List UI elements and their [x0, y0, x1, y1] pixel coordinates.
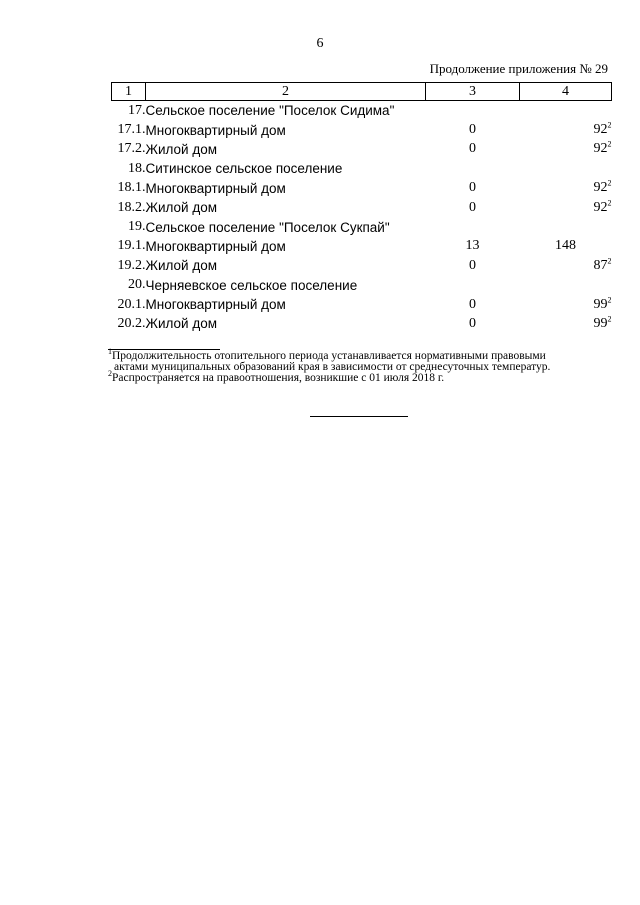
row-name: Ситинское сельское поселение: [145, 161, 343, 177]
row-value-col4-number: 99: [593, 315, 608, 331]
footnote-reference: 2: [607, 314, 612, 324]
row-name: Многоквартирный дом: [145, 180, 286, 196]
row-number: 19.1.: [117, 238, 146, 254]
row-value-col4: [520, 140, 612, 159]
row-number: 20.: [128, 277, 146, 293]
table-row: [112, 314, 612, 333]
row-value-col3: [426, 276, 520, 295]
footnote-reference: 2: [607, 178, 612, 188]
table-header-row: [112, 83, 612, 101]
row-value-col4: [520, 217, 612, 236]
table-body: [112, 101, 612, 334]
appendix-continuation-label: Продолжение приложения № 29: [429, 61, 608, 76]
table-row: [112, 237, 612, 256]
column-header: 1: [112, 83, 146, 101]
row-number: 20.1.: [117, 296, 146, 312]
end-of-document-rule: [310, 416, 408, 417]
table-row: [112, 256, 612, 275]
row-value-col4-number: 92: [593, 122, 608, 138]
row-value-col4: [520, 276, 612, 295]
row-number: 17.1.: [117, 122, 146, 138]
footnote-2-text: Распространяется на правоотношения, возникшие с 01 июля 2018 г.: [112, 372, 445, 384]
row-number: 18.1.: [117, 180, 146, 196]
row-number: 17.2.: [117, 141, 146, 157]
footnote-2-mark: 2: [108, 369, 112, 379]
table-row: [112, 198, 612, 217]
row-value-col4-number: 92: [593, 141, 608, 157]
row-value-col4: [520, 120, 612, 139]
row-value-col3: 0: [469, 296, 476, 312]
row-name: Многоквартирный дом: [145, 297, 286, 313]
row-value-col3: [426, 217, 520, 236]
footnote-reference: 2: [607, 139, 612, 149]
table-row: [112, 217, 612, 236]
row-value-col4: [520, 314, 612, 333]
footnotes: [108, 347, 610, 384]
footnote-reference: 2: [607, 294, 612, 304]
row-number: 18.: [128, 160, 146, 176]
row-value-col4-number: 87: [593, 257, 608, 273]
row-name: Многоквартирный дом: [145, 238, 286, 254]
row-number: 17.: [128, 102, 146, 118]
column-header: 2: [146, 83, 426, 101]
footnote-1-mark: 1: [108, 347, 112, 357]
row-value-col4-number: 148: [555, 238, 576, 254]
footnote-reference: 2: [607, 256, 612, 266]
row-value-col3: [426, 159, 520, 178]
row-value-col4: [520, 256, 612, 275]
row-value-col3: [426, 101, 520, 121]
heating-period-table: [111, 82, 612, 334]
row-number: 18.2.: [117, 199, 146, 215]
table-row: [112, 276, 612, 295]
footnote-reference: 2: [607, 197, 612, 207]
table-row: [112, 159, 612, 178]
row-value-col4: [520, 179, 612, 198]
row-name: Жилой дом: [145, 200, 218, 216]
table-row: [112, 140, 612, 159]
column-header: 4: [520, 83, 612, 101]
row-number: 19.: [128, 219, 146, 235]
page-number: 6: [316, 36, 324, 51]
row-value-col4: [520, 101, 612, 121]
table-row: [112, 295, 612, 314]
table-row: [112, 101, 612, 121]
footnote-reference: 2: [607, 120, 612, 130]
row-value-col3: 0: [469, 257, 476, 273]
column-header: 3: [426, 83, 520, 101]
footnote-1: [108, 347, 610, 373]
row-name: Жилой дом: [145, 141, 218, 157]
row-number: 20.2.: [117, 315, 146, 331]
row-name: Сельское поселение "Поселок Сукпай": [145, 219, 390, 235]
row-name: Сельское поселение "Поселок Сидима": [145, 103, 395, 119]
footnote-1-text-line1: Продолжительность отопительного периода устанавливается нормативными правовыми: [112, 350, 546, 362]
row-value-col3: 0: [469, 180, 476, 196]
footnote-2: [108, 369, 610, 384]
row-name: Жилой дом: [145, 258, 218, 274]
row-value-col3: 0: [469, 122, 476, 138]
row-value-col4-number: 99: [593, 296, 608, 312]
row-number: 19.2.: [117, 257, 146, 273]
row-value-col3: 0: [469, 315, 476, 331]
row-value-col3: 0: [469, 141, 476, 157]
row-value-col3: 0: [469, 199, 476, 215]
row-value-col4: [520, 295, 612, 314]
row-name: Многоквартирный дом: [145, 122, 286, 138]
row-name: Жилой дом: [145, 316, 218, 332]
table-row: [112, 179, 612, 198]
footnote-1-text-line2: актами муниципальных образований края в зависимости от среднесуточных температур.: [114, 361, 551, 373]
row-value-col4-number: 92: [593, 180, 608, 196]
row-name: Черняевское сельское поселение: [145, 277, 358, 293]
row-value-col4: [520, 198, 612, 217]
table-row: [112, 120, 612, 139]
row-value-col4: [520, 237, 612, 256]
row-value-col4-number: 92: [593, 199, 608, 215]
row-value-col3: 13: [465, 238, 480, 254]
row-value-col4: [520, 159, 612, 178]
